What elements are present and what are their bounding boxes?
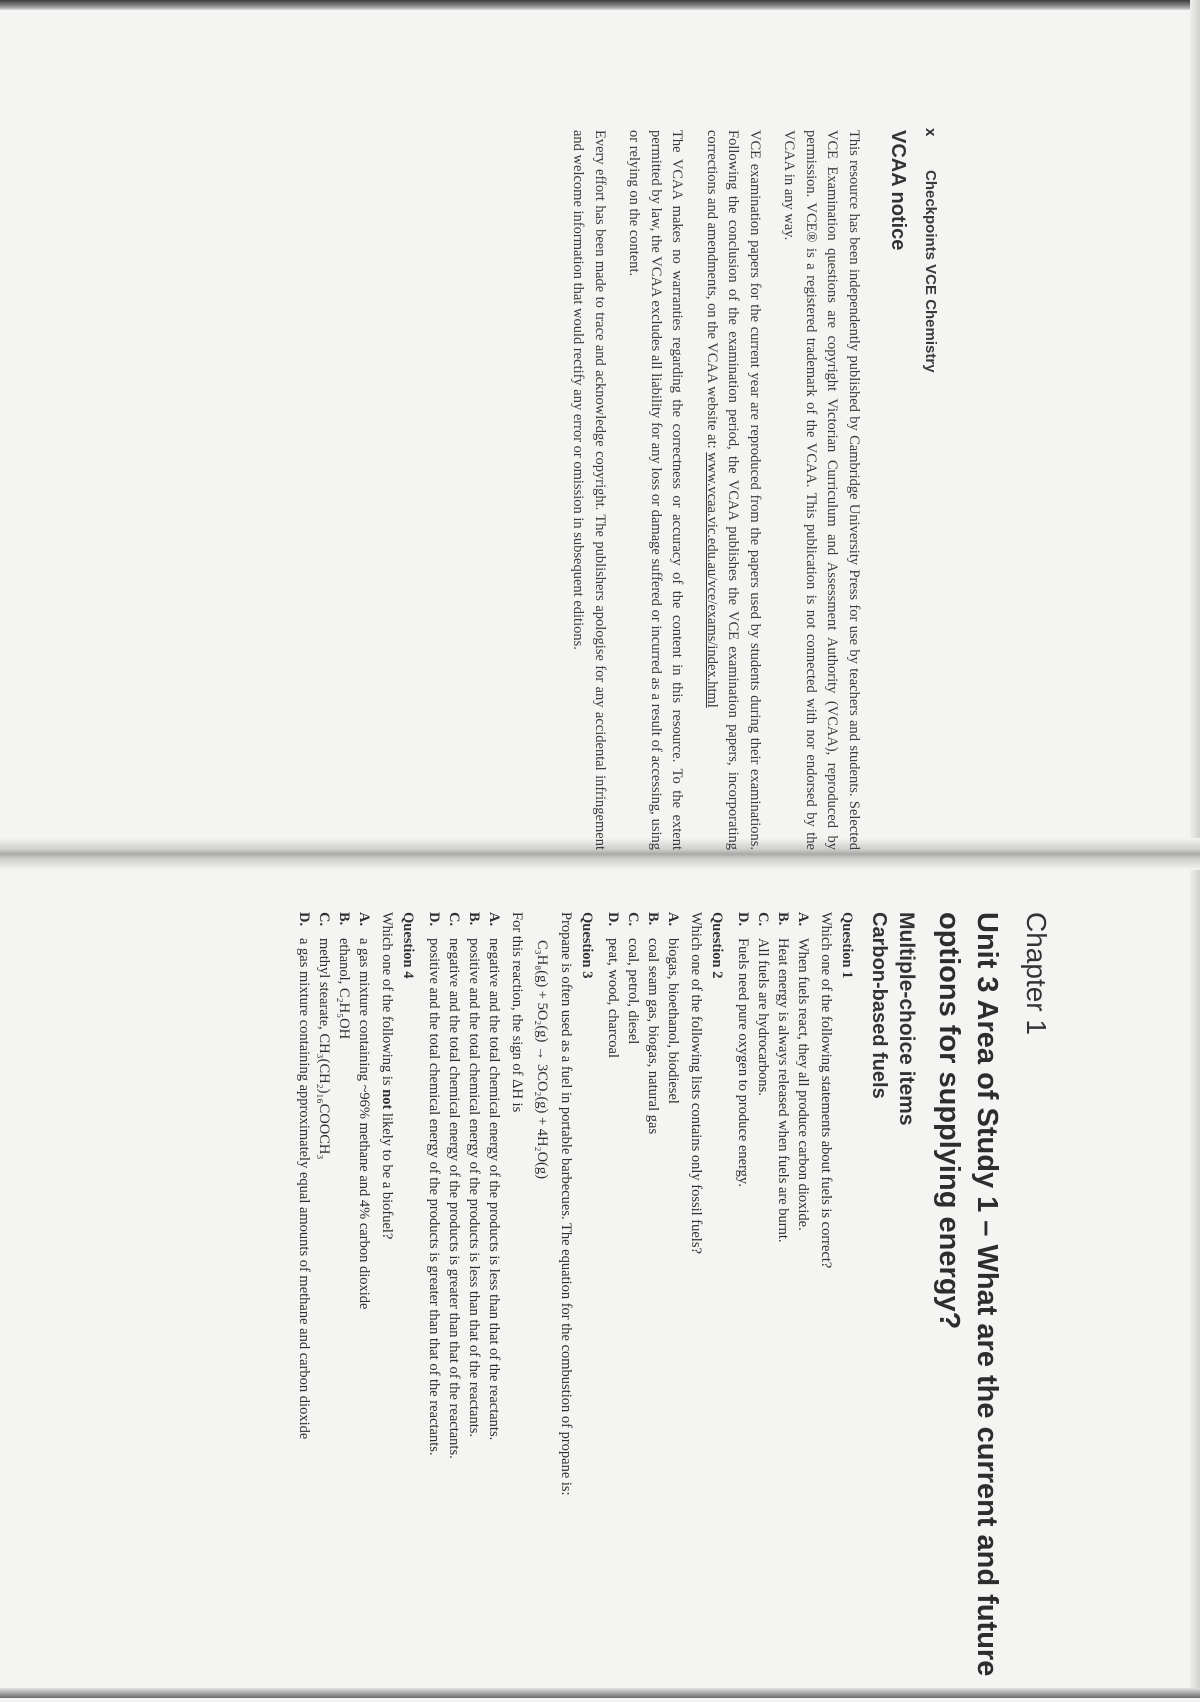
option-item <box>354 912 374 1702</box>
question-label: Question 3 <box>579 912 595 979</box>
option-text: Heat energy is always released when fuels are burnt. <box>775 938 791 1243</box>
section-heading: Multiple-choice items <box>895 912 918 1126</box>
question-followup: For this reaction, the sign of ΔH is <box>509 912 525 1113</box>
question-stem: Which one of the following lists contains only fossil fuels? <box>688 912 704 1254</box>
vcaa-notice-section <box>517 130 937 850</box>
combustion-equation: C₃H₈(g) + 5O₂(g) → 3CO₂(g) + 4H₂O(g) <box>534 940 550 1179</box>
notice-paragraph-exam-papers <box>701 130 766 850</box>
option-text: negative and the total chemical energy of the products is greater than that of the reactants. <box>446 938 462 1459</box>
scan-top-shadow <box>0 0 1200 10</box>
option-item <box>464 912 484 1702</box>
option-letter: C. <box>446 912 462 927</box>
option-letter: A. <box>356 912 372 927</box>
option-text: positive and the total chemical energy of the products is less than that of the reactants. <box>466 938 482 1438</box>
option-item <box>484 912 504 1702</box>
question-stem: Which one of the following statements about fuels is correct? <box>818 912 834 1269</box>
option-text: All fuels are hydrocarbons. <box>755 938 771 1096</box>
option-letter: A. <box>486 912 502 927</box>
option-letter: D. <box>426 912 442 927</box>
running-head-title: Checkpoints VCE Chemistry <box>922 170 939 373</box>
question-3 <box>424 912 595 1702</box>
option-item <box>663 912 683 1702</box>
option-item <box>773 912 793 1702</box>
option-letter: D. <box>735 912 751 927</box>
option-item <box>623 912 643 1702</box>
stem-emphasis: not <box>379 1089 395 1110</box>
option-letter: B. <box>336 912 352 926</box>
vcaa-website-link[interactable]: www.vcaa.vic.edu.au/vce/exams/index.html <box>704 452 720 708</box>
option-item <box>294 912 314 1702</box>
question-stem: Propane is often used as a fuel in portable barbecues. The equation for the combustion of propane is: <box>558 912 574 1496</box>
option-letter: C. <box>625 912 641 927</box>
option-item <box>424 912 444 1702</box>
option-item <box>314 912 334 1702</box>
stem-before: Which one of the following is <box>379 912 395 1090</box>
option-item <box>793 912 813 1702</box>
unit-title: Unit 3 Area of Study 1 – What are the current and future options for supplying energy? <box>933 912 1003 1677</box>
option-list <box>733 912 813 1702</box>
option-text: Fuels need pure oxygen to produce energy. <box>735 938 751 1187</box>
option-item <box>733 912 753 1702</box>
vcaa-notice-heading: VCAA notice <box>887 130 909 251</box>
option-text: negative and the total chemical energy of the products is less than that of the reactants. <box>486 938 502 1441</box>
option-letter: A. <box>795 912 811 927</box>
question-2 <box>603 912 725 1702</box>
question-1 <box>733 912 855 1702</box>
option-letter: D. <box>605 912 621 927</box>
option-letter: C. <box>755 912 771 927</box>
question-label: Question 4 <box>400 912 416 979</box>
option-letter: B. <box>775 912 791 926</box>
option-item <box>444 912 464 1702</box>
notice-paragraph-3: Every effort has been made to trace and acknowledge copyright. The publishers apologise for any accidental infringement and welcome information that would rectify any error or omission in subsequent editions. <box>570 130 608 850</box>
option-letter: D. <box>296 912 312 927</box>
chapter-page <box>72 912 1052 1702</box>
option-letter: B. <box>466 912 482 926</box>
question-stem <box>377 912 397 1702</box>
option-text: coal, petrol, diesel <box>625 938 641 1045</box>
option-text: coal seam gas, biogas, natural gas <box>645 938 661 1135</box>
chapter-label: Chapter 1 <box>1021 912 1052 1035</box>
notice-paragraph-1: This resource has been independently published by Cambridge University Press for use by teachers and students. Selected VCE Examination questions are copyright Victorian Curriculum and Assessment Authority (VCAA), reproduced by permission. VCE® is a registered trademark of the VCAA. This publication is not connected with nor endorsed by the VCAA in any way. <box>781 130 862 850</box>
stem-after: likely to be a biofuel? <box>379 1109 395 1240</box>
option-list <box>424 912 504 1702</box>
exam-paragraph-text: VCE examination papers for the current year are reproduced from the papers used by students during their examinations. Following the conclusion of the examination period, the VCAA publishes the VCE examination papers, incorporating corrections and amendments, on the VCAA website at: <box>704 130 763 850</box>
question-4 <box>294 912 416 1702</box>
topic-heading: Carbon-based fuels <box>868 912 890 1099</box>
question-label: Question 2 <box>709 912 725 979</box>
option-letter: B. <box>645 912 661 926</box>
option-text: a gas mixture containing ~96% methane and 4% carbon dioxide <box>356 938 372 1310</box>
page-number: x <box>922 128 939 137</box>
notice-paragraph-2: The VCAA makes no warranties regarding the correctness or accuracy of the content in this resource. To the extent permitted by law, the VCAA excludes all liability for any loss or damage suffered or incurred as a result of accessing, using or relying on the content. <box>626 130 686 850</box>
option-item <box>753 912 773 1702</box>
option-text: positive and the total chemical energy of the products is greater than that of the reactants. <box>426 938 442 1456</box>
option-text: methyl stearate, CH₃(CH₂)₁₆COOCH₃ <box>316 938 332 1160</box>
question-label: Question 1 <box>839 912 855 979</box>
option-text: When fuels react, they all produce carbon dioxide. <box>795 938 811 1231</box>
option-text: a gas mixture containing approximately equal amounts of methane and carbon dioxide <box>296 938 312 1440</box>
option-text: peat, wood, charcoal <box>605 938 621 1058</box>
option-item <box>643 912 663 1702</box>
option-letter: A. <box>665 912 681 927</box>
option-item <box>334 912 354 1702</box>
option-list <box>603 912 683 1702</box>
option-text: biogas, bioethanol, biodiesel <box>665 938 681 1104</box>
option-list <box>294 912 374 1702</box>
option-letter: C. <box>316 912 332 927</box>
option-text: ethanol, C₂H₅OH <box>336 938 352 1040</box>
option-item <box>603 912 623 1702</box>
